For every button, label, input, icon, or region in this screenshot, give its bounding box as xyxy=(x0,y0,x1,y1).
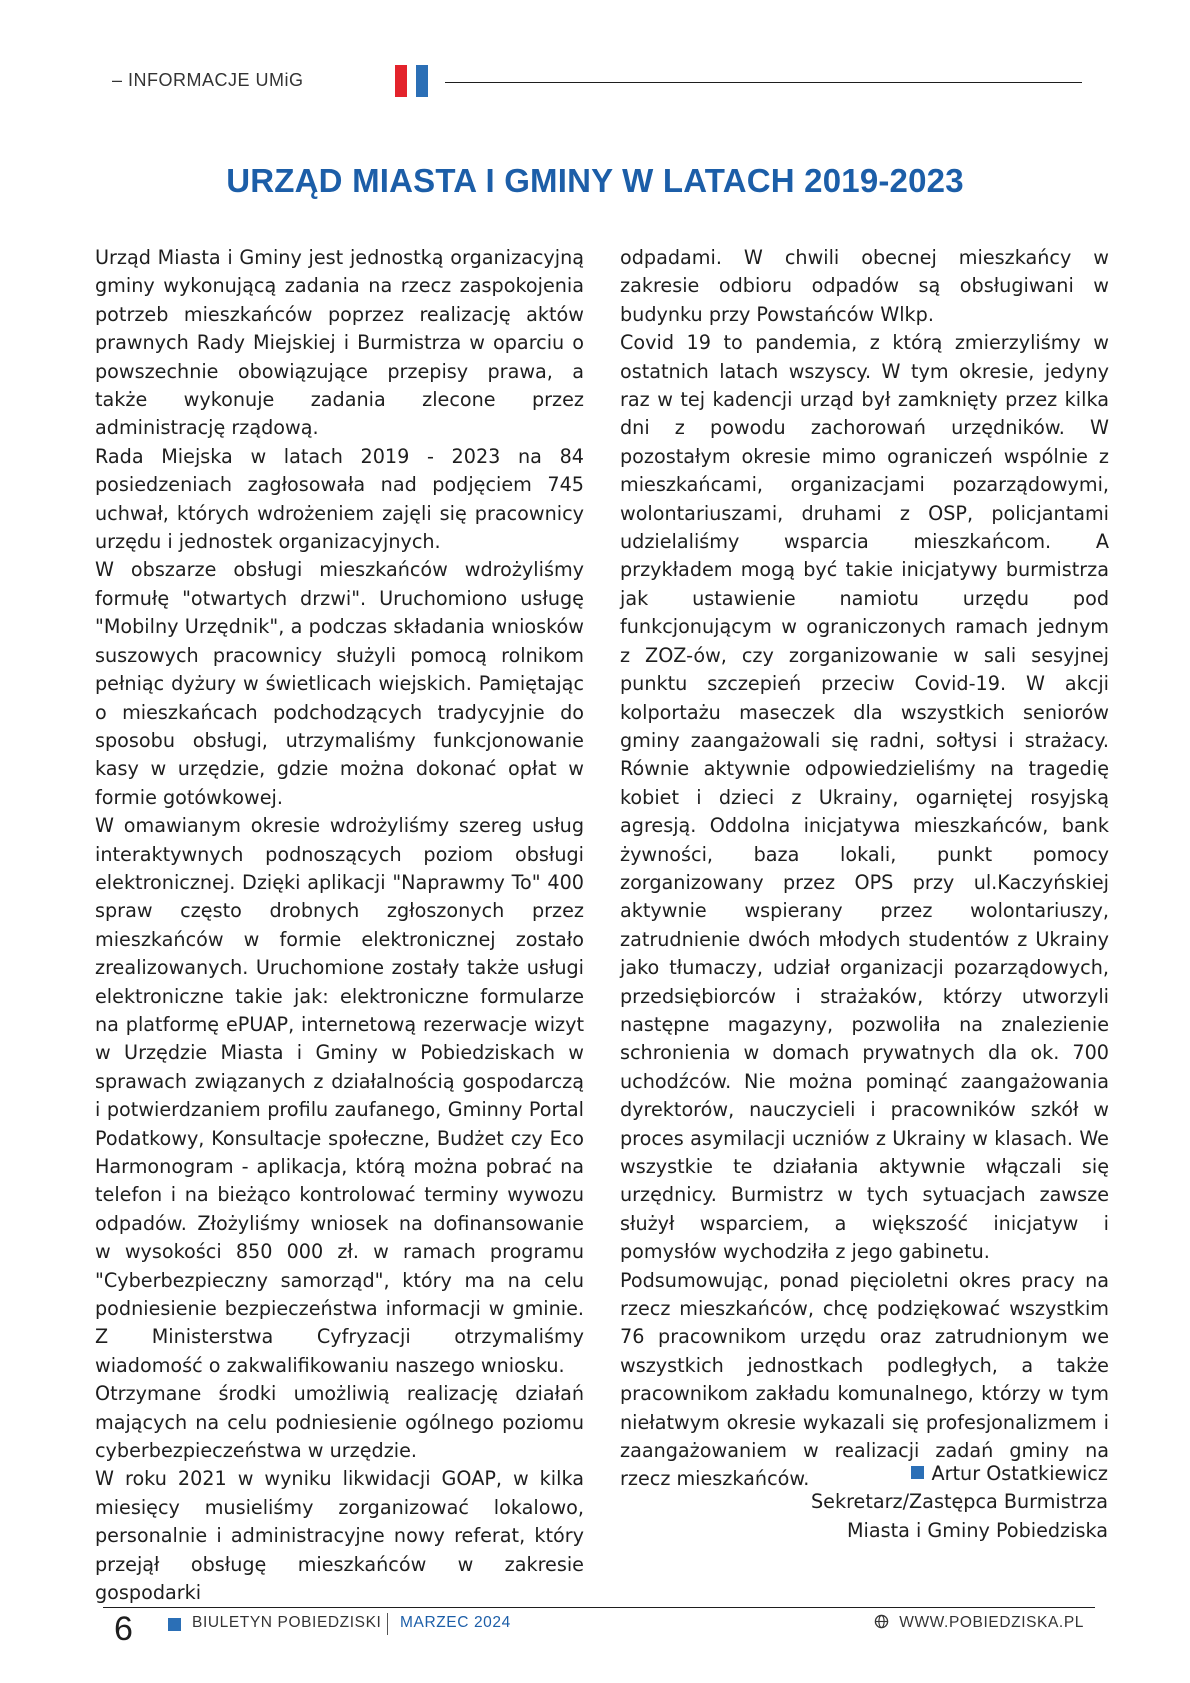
article-title: URZĄD MIASTA I GMINY W LATACH 2019-2023 xyxy=(226,162,964,199)
paragraph: Rada Miejska w latach 2019 - 2023 na 84 posiedzeniach zagłosowała nad podjęciem 745 uchwał, których wdrożeniem zajęli się pracownicy urzędu i jednostek organizacyjnych. xyxy=(95,444,584,554)
globe-icon xyxy=(874,1614,889,1629)
paragraph: Urząd Miasta i Gminy jest jednostką organizacyjną gminy wykonującą zadania na rzecz zaspokojenia potrzeb mieszkańców poprzez realizację aktów prawnych Rady Miejskiej i Burmistrza w oparciu o powszechnie obowiązujące przepisy prawa, a także wykonuje zadania zlecone przez administrację rządową. xyxy=(95,246,584,440)
paragraph: Otrzymane środki umożliwią realizację działań mających na celu podniesienie ogólnego poziomu cyberbezpieczeństwa w urzędzie. xyxy=(95,1382,584,1463)
paragraph: W roku 2021 w wyniku likwidacji GOAP, w kilka miesięcy musieliśmy zorganizować lokalowo, personalnie i administracyjne nowy referat, który przejął obsługę mieszkańców w zakresie gospodarki xyxy=(95,1467,584,1605)
article-column-left xyxy=(95,244,584,1608)
paragraph: Covid 19 to pandemia, z którą zmierzyliśmy w ostatnich latach wszyscy. W tym okresie, jedyny raz w tej kadencji urząd był zamknięty przez kilka dni z powodu zachorowań urzędników. W pozostałym okresie mimo ograniczeń wspólnie z mieszkańcami, organizacjami pozarządowymi, wolontariuszami, druhami z OSP, policjantami udzielaliśmy wsparcia mieszkańcom. A przykładem mogą być takie inicjatywy burmistrza jak ustawienie namiotu urzędu pod funkcjonującym w ograniczonych ramach jednym z ZOZ-ów, czy zorganizowanie w sali sesyjnej punktu szczepień przeciw Covid-19. W akcji kolportażu maseczek dla wszystkich seniorów gminy zaangażowali się radni, sołtysi i strażacy. Równie aktywnie odpowiedzieliśmy na tragedię kobiet i dzieci z Ukrainy, ogarniętej rosyjską agresją. Oddolna inicjatywa mieszkańców, bank żywności, baza lokali, punkt pomocy zorganizowany przez OPS przy ul.Kaczyńskiej aktywnie wspierany przez wolontariuszy, zatrudnienie dwóch młodych studentów z Ukrainy jako tłumaczy, udział organizacji pozarządowych, przedsiębiorców i strażaków, którzy utworzyli następne magazyny, pozwoliła na znalezienie schronienia w domach prywatnych dla ok. 700 uchodźców. Nie można pominąć zaangażowania dyrektorów, nauczycieli i pracowników szkół w proces asymilacji uczniów z Ukrainy w klasach. We wszystkie te działania aktywnie włączali się urzędnicy. Burmistrz w tych sytuacjach zawsze służył wsparciem, a większość inicjatyw i pomysłów wychodziła z jego gabinetu. xyxy=(620,331,1109,1264)
signature-name: Artur Ostatkiewicz xyxy=(931,1462,1108,1485)
website-link[interactable] xyxy=(874,1614,1084,1632)
article-column-right xyxy=(620,244,1109,1494)
header-flag-blue xyxy=(416,65,428,97)
signature-square-marker xyxy=(911,1466,924,1479)
website-url: WWW.POBIEDZISKA.PL xyxy=(899,1614,1084,1631)
paragraph: odpadami. W chwili obecnej mieszkańcy w zakresie odbioru odpadów są obsługiwani w budynku przy Powstańców Wlkp. xyxy=(620,246,1109,326)
paragraph: W omawianym okresie wdrożyliśmy szereg usług interaktywnych podnoszących poziom obsługi elektronicznej. Dzięki aplikacji "Naprawmy To" 400 spraw często drobnych zgłoszonych przez mieszkańców w formie elektronicznej zostało zrealizowanych. Uruchomione zostały także usługi elektroniczne takie jak: elektroniczne formularze na platformę ePUAP, internetową rezerwacje wizyt w Urzędzie Miasta i Gminy w Pobiedziskach w sprawach związanych z działalnością gospodarczą i potwierdzaniem profilu zaufanego, Gminny Portal Podatkowy, Konsultacje społeczne, Budżet czy Eco Harmonogram - aplikacja, którą można pobrać na telefon i na bieżąco kontrolować terminy wywozu odpadów. Złożyliśmy wniosek na dofinansowanie w wysokości 850 000 zł. w ramach programu "Cyberbezpieczny samorząd", który ma na celu podniesienie bezpieczeństwa informacji w gminie. Z Ministerstwa Cyfryzacji otrzymaliśmy wiadomość o zakwalifikowaniu naszego wniosku. xyxy=(95,814,584,1377)
signature-block xyxy=(811,1460,1108,1545)
header-flag-red xyxy=(395,65,407,97)
publication-name: BIULETYN POBIEDZISKI xyxy=(192,1614,382,1631)
footer-separator xyxy=(387,1613,388,1635)
footer-rule xyxy=(103,1607,1095,1608)
paragraph: W obszarze obsługi mieszkańców wdrożyliśmy formułę "otwartych drzwi". Uruchomiono usługę "Mobilny Urzędnik", a podczas składania wniosków suszowych pracownicy służyli pomocą rolnikom pełniąc dyżury w świetlicach wiejskich. Pamiętając o mieszkańcach podchodzących tradycyjnie do sposobu obsługi, utrzymaliśmy funkcjonowanie kasy w urzędzie, gdzie można dokonać opłat w formie gotówkowej. xyxy=(95,558,584,809)
footer-square-marker xyxy=(168,1618,181,1631)
page-number: 6 xyxy=(114,1610,133,1648)
signature-role-line-2: Miasta i Gminy Pobiedziska xyxy=(846,1518,1108,1542)
section-label: – INFORMACJE UMiG xyxy=(112,70,304,90)
signature-role-line-1: Sekretarz/Zastępca Burmistrza xyxy=(810,1490,1108,1514)
issue-date: MARZEC 2024 xyxy=(400,1614,511,1631)
header-rule xyxy=(445,82,1082,83)
paragraph: Podsumowując, ponad pięcioletni okres pracy na rzecz mieszkańców, chcę podziękować wszystkim 76 pracownikom urzędu oraz zatrudnionym we wszystkich jednostkach podległych, a także pracownikom zakładu komunalnego, którzy w tym niełatwym okresie wykazali się profesjonalizmem i zaangażowaniem w realizacji zadań gminy na rzecz mieszkańców. xyxy=(620,1268,1109,1491)
